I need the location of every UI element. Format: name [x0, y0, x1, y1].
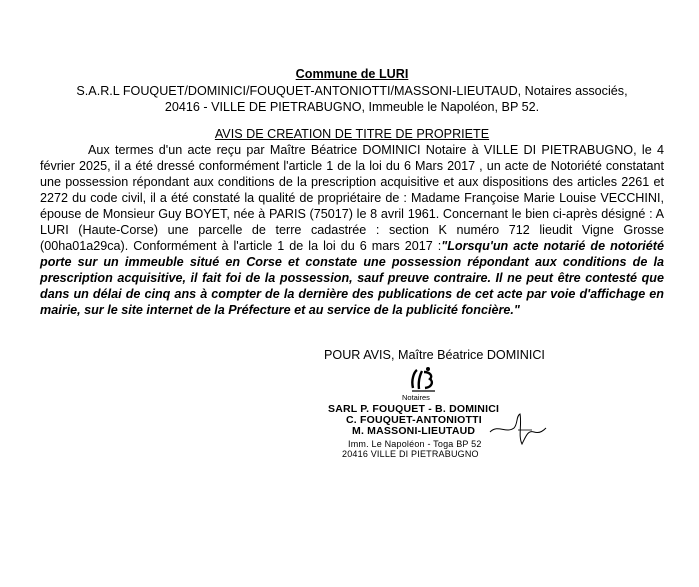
- notary-firm-line-1: S.A.R.L FOUQUET/DOMINICI/FOUQUET-ANTONIOTTI/MASSONI-LIEUTAUD, Notaires associés,: [76, 84, 628, 98]
- notary-firm-header: [40, 83, 664, 115]
- handwritten-signature-icon: [488, 410, 548, 450]
- notice-body-text: Aux termes d'un acte reçu par Maître Béatrice DOMINICI Notaire à VILLE DI PIETRABUGNO, le 4 février 2025, il a été dressé conformément l'article 1 de la loi du 6 Mars 2017 , un acte de Notoriété constatant une possession répondant aux conditions de la prescription acquisitive et aux dispositions des articles 2261 et 2272 du code civil, il a été constaté la qualité de propriétaire de : Madame Françoise Marie Louise VECCHINI, épouse de Monsieur Guy BOYET, née à PARIS (75017) le 8 avril 1961. Concernant le bien ci-après désigné : A LURI (Haute-Corse) une parcelle de terre cadastrée : section K numéro 712 lieudit Vigne Grosse (00ha01a29ca). Conformément à l'article 1 de la loi du 6 mars 2017 :: [40, 143, 664, 253]
- notice-document: [40, 66, 664, 318]
- notice-title: AVIS DE CREATION DE TITRE DE PROPRIETE: [214, 127, 490, 141]
- notice-body: [40, 142, 664, 318]
- notaires-logo-icon: [408, 366, 438, 394]
- notary-firm-line-2: 20416 - VILLE DE PIETRABUGNO, Immeuble le Napoléon, BP 52.: [164, 100, 540, 114]
- stamp-city-line: 20416 VILLE DI PIETRABUGNO: [342, 449, 479, 459]
- stamp-firm-line: SARL P. FOUQUET - B. DOMINICI: [328, 403, 500, 415]
- stamp-address-line: Imm. Le Napoléon - Toga BP 52: [348, 439, 482, 449]
- stamp-partner-line: C. FOUQUET-ANTONIOTTI: [346, 414, 482, 426]
- notaires-label: Notaires: [402, 393, 430, 402]
- stamp-partner-line-2: M. MASSONI-LIEUTAUD: [352, 425, 476, 437]
- law-quote: "Lorsqu'un acte notarié de notoriété porte sur un immeuble situé en Corse et constate une possession répondant aux conditions de la prescription acquisitive, il fait foi de la possession, sauf preuve contraire. Il ne peut être contesté que dans un délai de cinq ans à compter de la dernière des publications de cet acte par voie d'affichage en mairie, sur le site internet de la Préfecture et au service de la publicité foncière.": [40, 239, 664, 317]
- signature-line: POUR AVIS, Maître Béatrice DOMINICI: [324, 348, 545, 362]
- commune-heading: Commune de LURI: [295, 67, 409, 81]
